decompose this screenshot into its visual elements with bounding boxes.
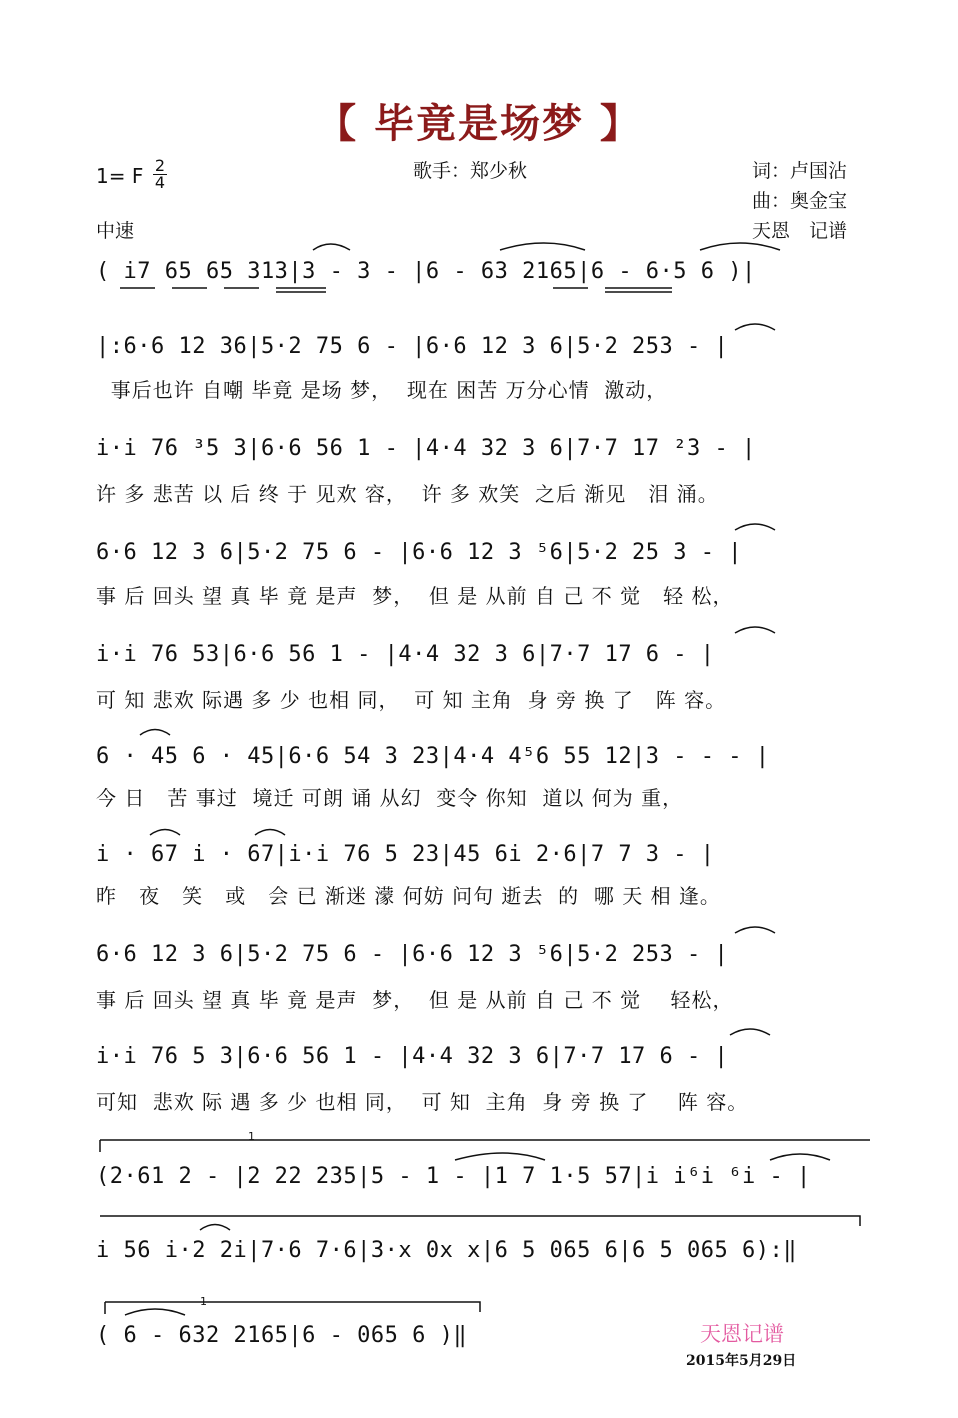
score-line-notes: i · 67 i · 67|i·i 76 5 23|45 6i 2·6|7 7 3 - |: [96, 842, 715, 867]
slur-mark: [735, 524, 775, 530]
tempo-label: 中速: [96, 220, 135, 242]
date-label: 2015年5月29日: [686, 1353, 797, 1369]
score-line-notes: i·i 76 5 3|6·6 56 1 - |4·4 32 3 6|7·7 17 6 - |: [96, 1044, 729, 1069]
slur-mark: [500, 243, 585, 250]
score-line-notes: ( 6 - 632 2165|6 - 065 6 )‖: [96, 1323, 468, 1348]
score-line-lyrics: 可 知 悲欢 际遇 多 少 也相 同， 可 知 主角 身 旁 换 了 阵 容。: [96, 688, 727, 712]
singer-label: 歌手：郑少秋: [413, 160, 528, 182]
time-signature-bottom: 4: [154, 173, 166, 192]
transcriber-stamp: 天恩记谱: [700, 1322, 784, 1346]
score-line-lyrics: 事后也许 自嘲 毕竟 是场 梦， 现在 困苦 万分心情 激动，: [96, 378, 668, 402]
score-line-notes: i·i 76 ³5 3|6·6 56 1 - |4·4 32 3 6|7·7 17 ²3 - |: [96, 436, 756, 461]
score-line-lyrics: 昨 夜 笑 或 会 已 渐迷 濛 何妨 问句 逝去 的 哪 天 相 逢。: [96, 884, 721, 908]
volta-label: 1: [248, 1130, 255, 1143]
time-signature-top: 2: [154, 156, 166, 175]
volta-line: [100, 1216, 860, 1226]
slur-mark: [735, 627, 775, 633]
score-line-lyrics: 许 多 悲苦 以 后 终 于 见欢 容， 许 多 欢笑 之后 渐见 泪 涌。: [96, 482, 719, 506]
slur-mark: [140, 730, 170, 736]
slur-mark: [700, 243, 780, 250]
time-signature: [153, 158, 167, 190]
score-line-notes: i·i 76 53|6·6 56 1 - |4·4 32 3 6|7·7 17 6 - |: [96, 642, 715, 667]
slur-mark: [455, 1153, 545, 1160]
score-line-lyrics: 事 后 回头 望 真 毕 竟 是声 梦， 但 是 从前 自 己 不 觉 轻 松，: [96, 584, 734, 608]
slur-mark: [200, 1225, 230, 1231]
key-signature: 1= F: [96, 164, 144, 188]
score-line-notes: (2·61 2 - |2 22 235|5 - 1 - |1 7 1·5 57|i i⁶i ⁶i - |: [96, 1164, 811, 1189]
score-line-lyrics: 今 日 苦 事过 境迁 可朗 诵 从幻 变令 你知 道以 何为 重，: [96, 786, 684, 810]
slur-mark: [150, 830, 180, 836]
slur-mark: [730, 1029, 770, 1035]
slur-mark: [255, 830, 285, 836]
score-line-notes: i 56 i·2 2i|7·6 7·6|3·x 0x x|6 5 065 6|6 5 065 6):‖: [96, 1238, 798, 1263]
volta-line: [105, 1302, 480, 1312]
score-line-notes: 6·6 12 3 6|5·2 75 6 - |6·6 12 3 ⁵6|5·2 25 3 - |: [96, 540, 743, 565]
score-line-notes: ( i7 65 65 313|3 - 3 - |6 - 63 2165|6 - 6·5 6 )|: [96, 259, 756, 284]
score-line-notes: |:6·6 12 36|5·2 75 6 - |6·6 12 3 6|5·2 253 - |: [96, 334, 729, 359]
score-line-notes: 6 · 45 6 · 45|6·6 54 3 23|4·4 4⁵6 55 12|3 - - - |: [96, 744, 770, 769]
transcriber-label: 天恩 记谱: [752, 220, 848, 242]
slur-mark: [125, 1309, 185, 1315]
song-title: 【 毕竟是场梦 】: [316, 101, 642, 147]
composer-label: 曲：奥金宝: [752, 190, 848, 212]
slur-mark: [735, 324, 775, 330]
score-line-lyrics: 事 后 回头 望 真 毕 竟 是声 梦， 但 是 从前 自 己 不 觉 轻松，: [96, 988, 734, 1012]
slur-mark: [770, 1154, 830, 1160]
lyricist-label: 词：卢国沾: [752, 160, 848, 182]
score-line-notes: 6·6 12 3 6|5·2 75 6 - |6·6 12 3 ⁵6|5·2 253 - |: [96, 942, 729, 967]
volta-label: 1: [200, 1295, 207, 1308]
slur-mark: [735, 927, 775, 933]
score-line-lyrics: 可知 悲欢 际 遇 多 少 也相 同， 可 知 主角 身 旁 换 了 阵 容。: [96, 1090, 749, 1114]
slur-mark: [313, 244, 350, 250]
